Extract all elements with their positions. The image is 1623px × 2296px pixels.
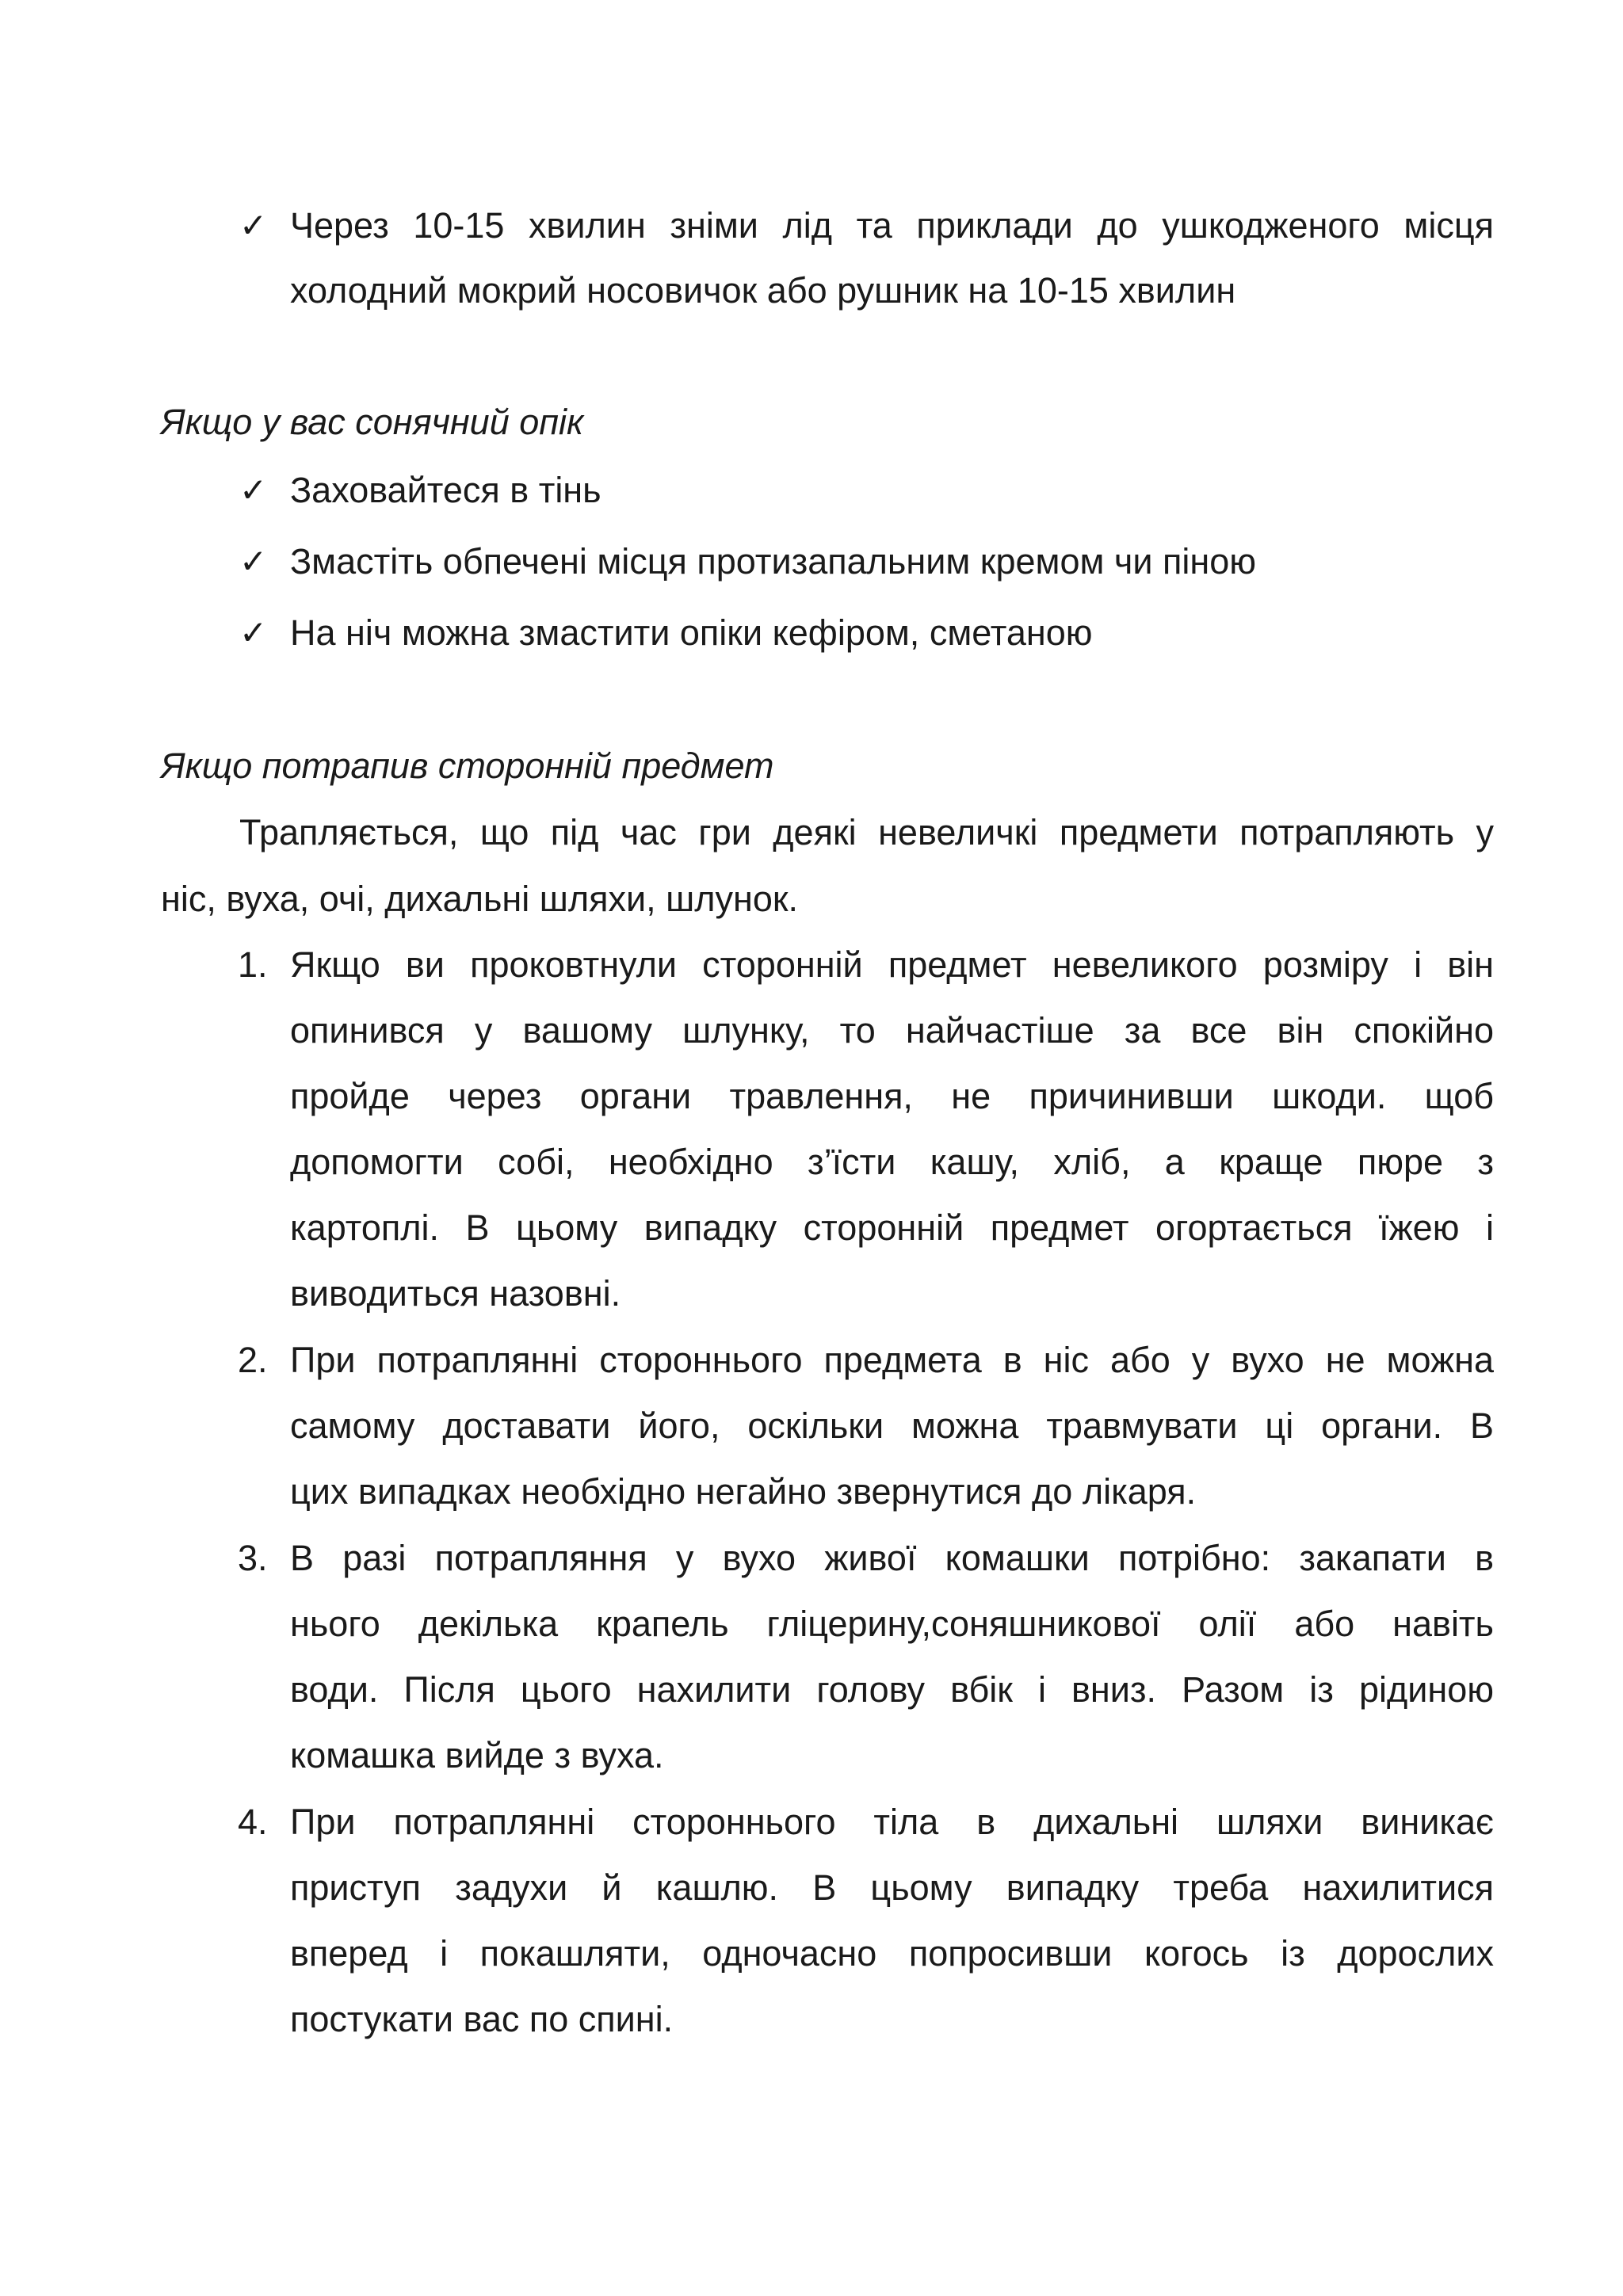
list-item-2-line: цих випадках необхідно негайно звернутися до лікаря. — [290, 1471, 1197, 1512]
bullet-item-cold-compress-line1: Через 10-15 хвилин зніми лід та приклади до ушкодженого місця — [290, 205, 1494, 246]
list-item-4-line: вперед і покашляти, одночасно попросивши когось із дорослих — [290, 1933, 1494, 1974]
sunburn-item: Змастіть обпечені місця протизапальним кремом чи піною — [290, 541, 1256, 582]
list-number: 1. — [238, 944, 268, 985]
bullet-item-cold-compress-line2: холодний мокрий носовичок або рушник на 10-15 хвилин — [290, 270, 1236, 311]
sunburn-item: На ніч можна змастити опіки кефіром, сметаною — [290, 612, 1093, 653]
list-item-1-line: опинився у вашому шлунку, то найчастіше за все він спокійно — [290, 1010, 1494, 1051]
list-item-3-line: нього декілька крапель гліцерину,соняшникової олії або навіть — [290, 1604, 1494, 1644]
intro-paragraph-line2: ніс, вуха, очі, дихальні шляхи, шлунок. — [161, 879, 799, 919]
list-item-1-line: виводиться назовні. — [290, 1273, 621, 1314]
section-heading-sunburn: Якщо у вас сонячний опік — [161, 402, 584, 442]
list-item-1-line: пройде через органи травлення, не причинивши шкоди. щоб — [290, 1076, 1494, 1116]
list-item-4-line: При потраплянні стороннього тіла в дихальні шляхи виникає — [290, 1802, 1494, 1842]
list-item-3-line: води. Після цього нахилити голову вбік і вниз. Разом із рідиною — [290, 1669, 1494, 1710]
intro-paragraph-line1: Трапляється, що під час гри деякі невеличкі предмети потрапляють у — [239, 812, 1494, 852]
checkmark-icon: ✓ — [239, 613, 268, 652]
list-number: 3. — [238, 1538, 268, 1578]
checkmark-icon: ✓ — [239, 206, 268, 245]
list-number: 4. — [238, 1802, 268, 1842]
checkmark-icon: ✓ — [239, 542, 268, 581]
list-item-1-line: Якщо ви проковтнули сторонній предмет невеликого розміру і він — [290, 944, 1494, 985]
list-item-1-line: допомогти собі, необхідно з’їсти кашу, хліб, а краще пюре з — [290, 1142, 1494, 1182]
section-heading-foreign-object: Якщо потрапив сторонній предмет — [161, 746, 774, 786]
list-item-3-line: комашка вийде з вуха. — [290, 1735, 664, 1775]
list-item-4-line: приступ задухи й кашлю. В цьому випадку треба нахилитися — [290, 1867, 1494, 1908]
list-item-2-line: самому доставати його, оскільки можна травмувати ці органи. В — [290, 1405, 1494, 1446]
checkmark-icon: ✓ — [239, 471, 268, 509]
list-item-1-line: картоплі. В цьому випадку сторонній предмет огортається їжею і — [290, 1207, 1494, 1248]
list-item-3-line: В разі потрапляння у вухо живої комашки потрібно: закапати в — [290, 1538, 1494, 1578]
sunburn-item: Заховайтеся в тінь — [290, 470, 601, 510]
list-item-4-line: постукати вас по спині. — [290, 1999, 674, 2039]
list-number: 2. — [238, 1340, 268, 1380]
list-item-2-line: При потраплянні стороннього предмета в ніс або у вухо не можна — [290, 1340, 1494, 1380]
